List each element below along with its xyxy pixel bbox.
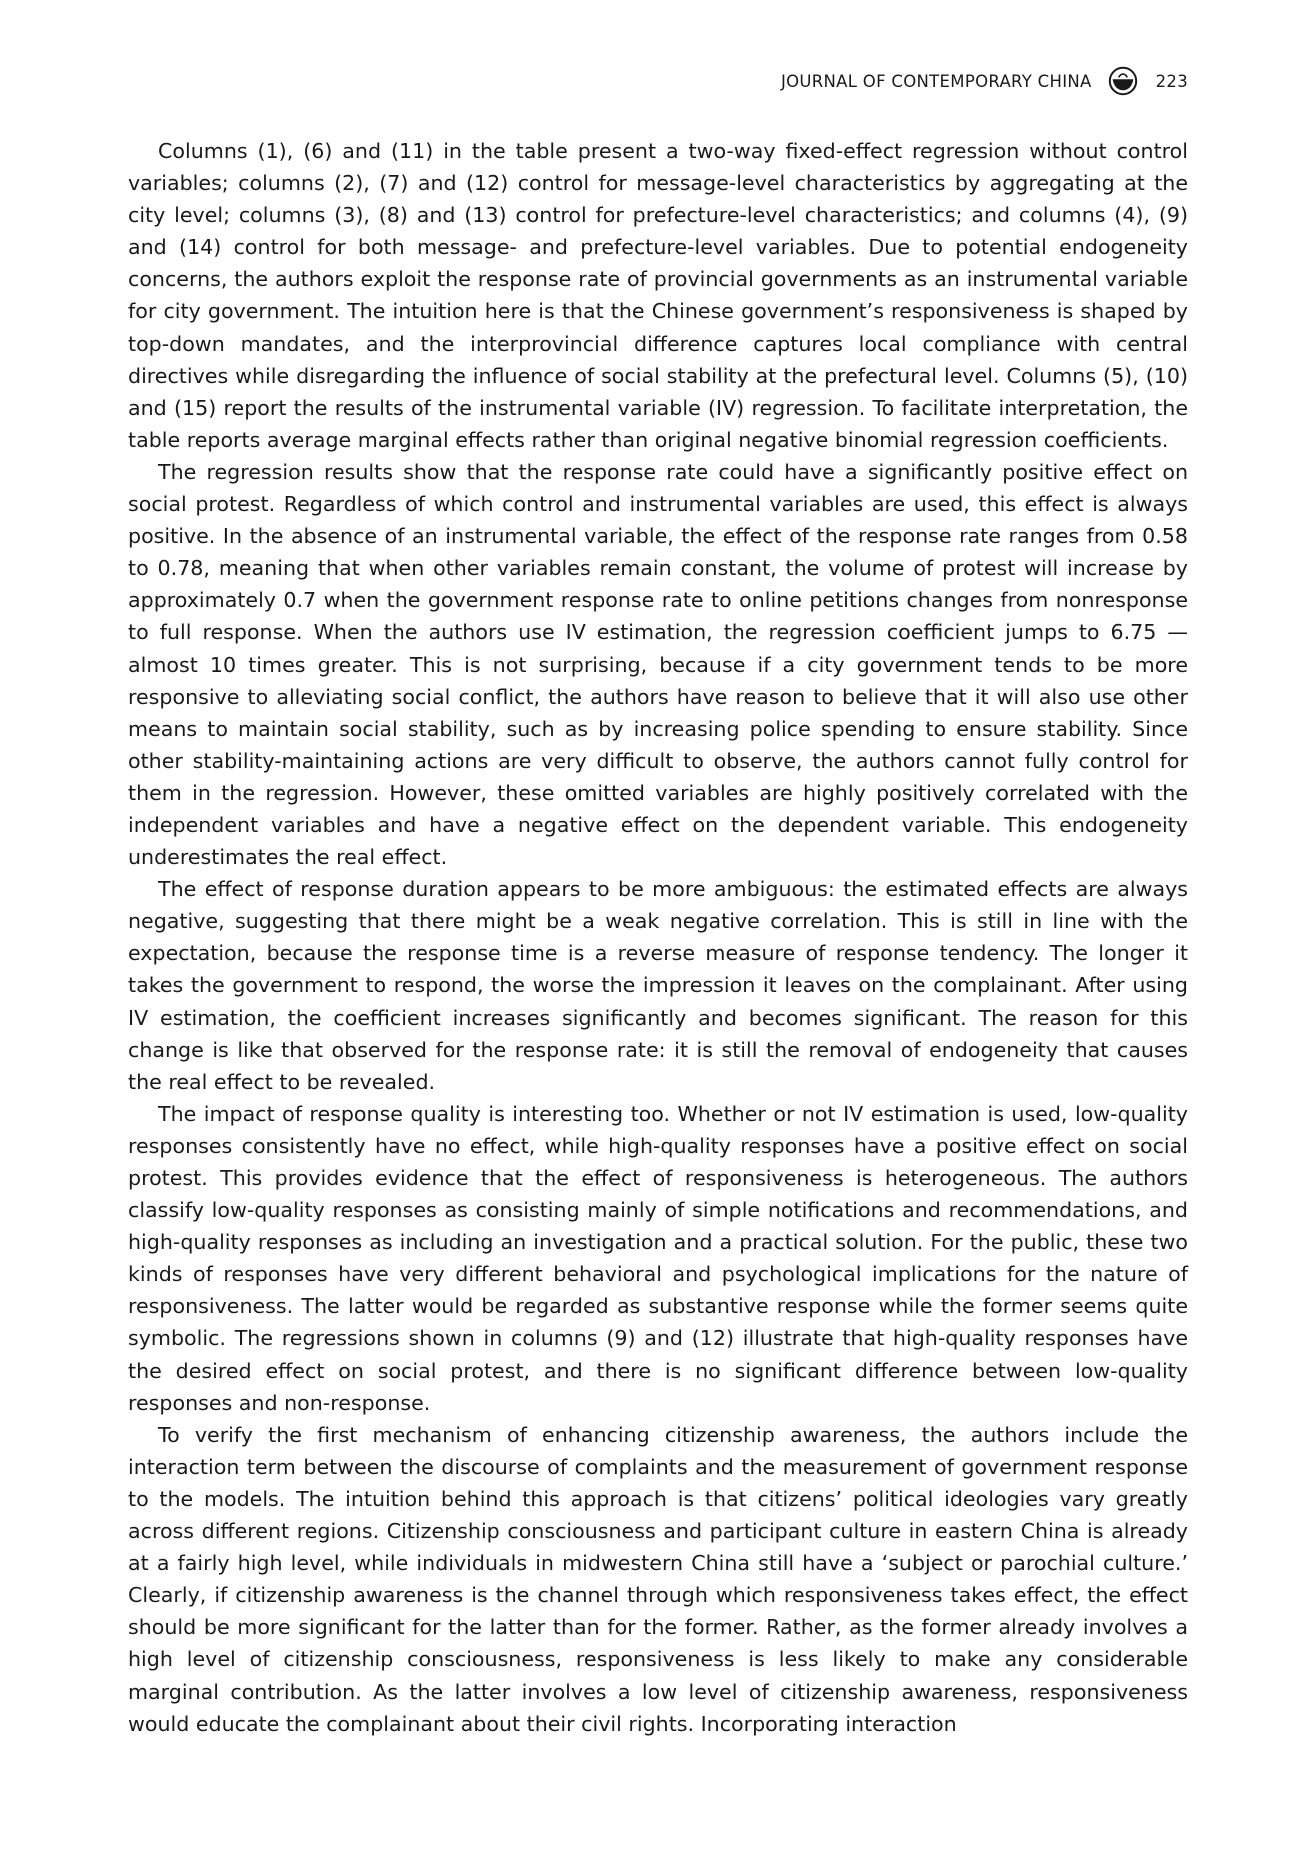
running-header (781, 66, 1188, 96)
article-body (128, 135, 1188, 1740)
journal-name: JOURNAL OF CONTEMPORARY CHINA (780, 71, 1092, 91)
body-paragraph: The effect of response duration appears to be more ambiguous: the estimated effects are always negative, suggesting that there might be a weak negative correlation. This is still in line with the expectation, because the response time is a reverse measure of response tendency. The longer it takes the government to respond, the worse the impression it leaves on the complainant. After using IV estimation, the coefficient increases significantly and becomes significant. The reason for this change is like that observed for the response rate: it is still the removal of endogeneity that causes the real effect to be revealed. (128, 877, 1188, 1094)
publisher-logo-icon (1108, 66, 1138, 96)
body-paragraph: The regression results show that the response rate could have a significantly positive effect on social protest. Regardless of which control and instrumental variables are used, this effect is always positive. In the absence of an instrumental variable, the effect of the response rate ranges from 0.58 to 0.78, meaning that when other variables remain constant, the volume of protest will increase by approximately 0.7 when the government response rate to online petitions changes from nonresponse to full response. When the authors use IV estimation, the regression coefficient jumps to 6.75 —almost 10 times greater. This is not surprising, because if a city government tends to be more responsive to alleviating social conflict, the authors have reason to believe that it will also use other means to maintain social stability, such as by increasing police spending to ensure stability. Since other stability-maintaining actions are very difficult to observe, the authors cannot fully control for them in the regression. However, these omitted variables are highly positively correlated with the independent variables and have a negative effect on the dependent variable. This endogeneity underestimates the real effect. (128, 459, 1188, 870)
page-number: 223 (1155, 71, 1188, 91)
body-paragraph: The impact of response quality is interesting too. Whether or not IV estimation is used, low-quality responses consistently have no effect, while high-quality responses have a positive effect on social protest. This provides evidence that the effect of responsiveness is heterogeneous. The authors classify low-quality responses as consisting mainly of simple notifications and recommendations, and high-quality responses as including an investigation and a practical solution. For the public, these two kinds of responses have very different behavioral and psychological implications for the nature of responsiveness. The latter would be regarded as substantive response while the former seems quite symbolic. The regressions shown in columns (9) and (12) illustrate that high-quality responses have the desired effect on social protest, and there is no significant difference between low-quality responses and non-response. (128, 1101, 1188, 1415)
body-paragraph: To verify the first mechanism of enhancing citizenship awareness, the authors include the interaction term between the discourse of complaints and the measurement of government response to the models. The intuition behind this approach is that citizens’ political ideologies vary greatly across different regions. Citizenship consciousness and participant culture in eastern China is already at a fairly high level, while individuals in midwestern China still have a ‘subject or parochial culture.’ Clearly, if citizenship awareness is the channel through which responsiveness takes effect, the effect should be more significant for the latter than for the former. Rather, as the former already involves a high level of citizenship consciousness, responsiveness is less likely to make any considerable marginal contribution. As the latter involves a low level of citizenship awareness, responsiveness would educate the complainant about their civil rights. Incorporating interaction (128, 1422, 1188, 1736)
body-paragraph: Columns (1), (6) and (11) in the table present a two-way fixed-effect regression without control variables; columns (2), (7) and (12) control for message-level characteristics by aggregating at the city level; columns (3), (8) and (13) control for prefecture-level characteristics; and columns (4), (9) and (14) control for both message- and prefecture-level variables. Due to potential endogeneity concerns, the authors exploit the response rate of provincial governments as an instrumental variable for city government. The intuition here is that the Chinese government’s responsiveness is shaped by top-down mandates, and the interprovincial difference captures local compliance with central directives while disregarding the influence of social stability at the prefectural level. Columns (5), (10) and (15) report the results of the instrumental variable (IV) regression. To facilitate interpretation, the table reports average marginal effects rather than original negative binomial regression coefficients. (128, 139, 1188, 452)
